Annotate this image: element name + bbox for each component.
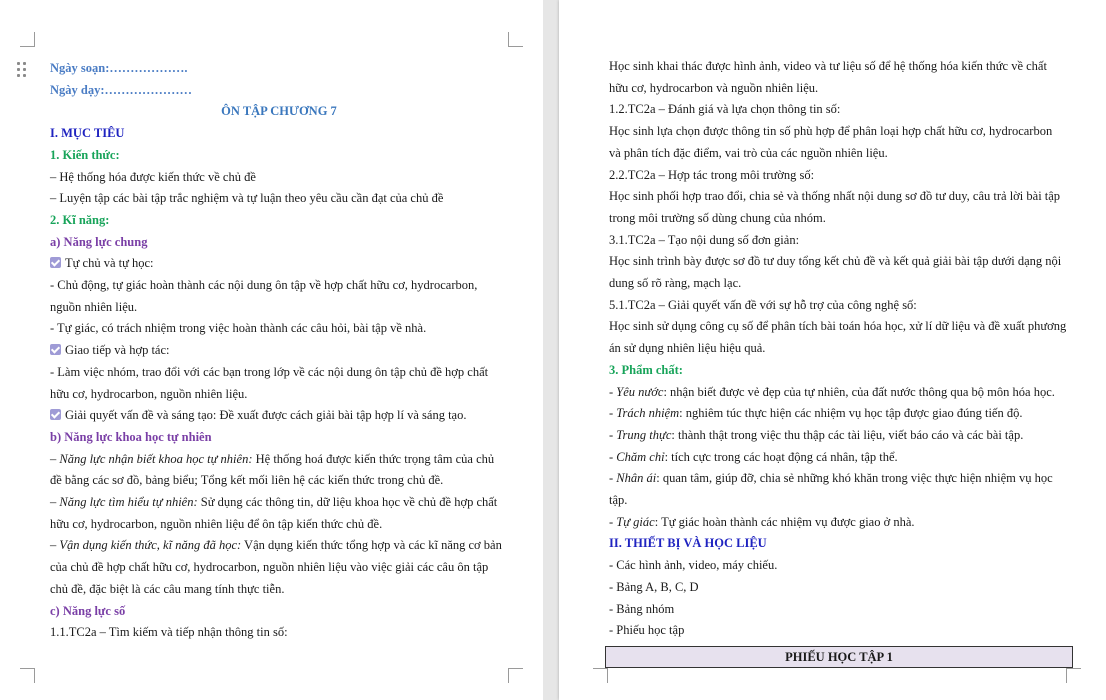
heading-qualities: 3. Phẩm chất: [609, 362, 683, 377]
heading-objectives: I. MỤC TIÊU [50, 126, 125, 141]
paragraph: của chủ đề hợp chất hữu cơ, hydrocarbon, nguồn nhiên liệu vào việc giải các câu ôn tập [50, 560, 489, 575]
paragraph: hữu cơ, hydrocarbon, nguồn nhiên liệu. [50, 386, 248, 401]
paragraph [609, 468, 1067, 490]
text: : quan tâm, giúp đỡ, chia sẻ những khó khăn trong việc thực hiện nhiệm vụ học [656, 471, 1053, 486]
paragraph: đề bằng các sơ đồ, bảng biểu; Tổng kết mối liên hệ các kiến thức trong chủ đề. [50, 473, 444, 488]
paragraph: chủ đề, đặc biệt là các câu mang tính thực tiễn. [50, 581, 285, 596]
paragraph: 5.1.TC2a – Giải quyết vấn đề với sự hỗ trợ của công nghệ số: [609, 297, 917, 312]
paragraph: Học sinh lựa chọn được thông tin số phù hợp để phân loại hợp chất hữu cơ, hydrocarbon [609, 124, 1053, 139]
paragraph: Học sinh phối hợp trao đổi, chia sẻ và thống nhất nội dung sơ đồ tư duy, câu trả lời bài tập [609, 189, 1061, 204]
margin-mark-bottom-left [593, 668, 608, 683]
checklist-item [50, 253, 508, 275]
paragraph: - Chủ động, tự giác hoàn thành các nội dung ôn tập về hợp chất hữu cơ, hydrocarbon, [50, 278, 478, 293]
text: : nhận biết được vẻ đẹp của tự nhiên, của đất nước thông qua bộ môn hóa học. [663, 384, 1055, 399]
paragraph: Học sinh khai thác được hình ảnh, video và tư liệu số để hệ thống hóa kiến thức về chất [609, 59, 1047, 73]
checkbox-checked-icon [50, 409, 61, 420]
heading-digital-competence: c) Năng lực số [50, 603, 126, 618]
paragraph: dung số rõ ràng, mạch lạc. [609, 276, 742, 291]
document-title: ÔN TẬP CHƯƠNG 7 [221, 104, 337, 119]
italic-label: – Vận dụng kiến thức, kĩ năng đã học: [50, 538, 242, 553]
paragraph: tập. [609, 493, 628, 508]
checklist-label: Giao tiếp và hợp tác: [65, 343, 170, 358]
text: Hệ thống hoá được kiến thức trọng tâm của chủ [252, 451, 495, 466]
list-item: - Phiếu học tập [609, 623, 685, 638]
paragraph: và phân tích đặc điểm, vai trò của các nguồn nhiên liệu. [609, 145, 888, 160]
list-item: - Bảng nhóm [609, 601, 675, 616]
italic-label: - Yêu nước [609, 384, 664, 399]
checkbox-checked-icon [50, 257, 61, 268]
paragraph: 3.1.TC2a – Tạo nội dung số đơn giản: [609, 232, 800, 247]
text: : thành thật trong việc thu thập các tài liệu, viết báo cáo và các bài tập. [671, 427, 1024, 442]
paragraph: - Làm việc nhóm, trao đổi với các bạn trong lớp về các nội dung ôn tập chủ đề hợp chất [50, 364, 489, 379]
text: : nghiêm túc thực hiện các nhiệm vụ học tập được giao đúng tiến độ. [679, 406, 1023, 421]
text: : Tự giác hoàn thành các nhiệm vụ được giao ở nhà. [654, 514, 915, 529]
worksheet-title-box: PHIẾU HỌC TẬP 1 [605, 646, 1073, 668]
italic-label: - Chăm chỉ [609, 449, 665, 464]
paragraph [609, 512, 1067, 534]
paragraph [50, 492, 508, 514]
paragraph: hữu cơ, hydrocarbon và nguồn nhiên liệu. [609, 80, 819, 95]
list-item: - Các hình ảnh, video, máy chiếu. [609, 558, 778, 573]
checklist-item [50, 340, 508, 362]
margin-mark-bottom-left [20, 668, 35, 683]
text: Vận dụng kiến thức tổng hợp và các kĩ năng cơ bản [241, 538, 502, 553]
paragraph: nguồn nhiên liệu. [50, 299, 138, 314]
paragraph [609, 382, 1067, 404]
paragraph: Học sinh trình bày được sơ đồ tư duy tổng kết chủ đề và kết quả giải bài tập dưới dạng nội [609, 254, 1062, 269]
list-item: - Bảng A, B, C, D [609, 579, 699, 594]
paragraph: án sử dụng nhiên liệu hiệu quả. [609, 341, 766, 356]
checklist-label: Tự chủ và tự học: [65, 256, 154, 271]
margin-mark-top-right [508, 32, 523, 47]
paragraph [50, 449, 508, 471]
paragraph: hữu cơ, hydrocarbon, nguồn nhiên liệu để ôn tập kiến thức chủ đề. [50, 516, 383, 531]
date-taught: Ngày dạy:………………… [50, 82, 193, 97]
heading-equipment: II. THIẾT BỊ VÀ HỌC LIỆU [609, 536, 767, 551]
italic-label: – Năng lực nhận biết khoa học tự nhiên: [50, 451, 253, 466]
heading-skills: 2. Kĩ năng: [50, 212, 110, 227]
page-gap [543, 0, 559, 700]
paragraph: – Luyện tập các bài tập trắc nghiệm và tự luận theo yêu cầu cần đạt của chủ đề [50, 191, 444, 206]
paragraph: 1.1.TC2a – Tìm kiếm và tiếp nhận thông tin số: [50, 625, 288, 640]
left-page-content[interactable] [50, 58, 508, 644]
heading-science-competence: b) Năng lực khoa học tự nhiên [50, 429, 212, 444]
italic-label: - Trách nhiệm [609, 406, 680, 421]
heading-general-competence: a) Năng lực chung [50, 234, 148, 249]
heading-knowledge: 1. Kiến thức: [50, 147, 120, 162]
italic-label: – Năng lực tìm hiểu tự nhiên: [50, 495, 198, 510]
italic-label: - Nhân ái [609, 471, 657, 486]
paragraph: 2.2.TC2a – Hợp tác trong môi trường số: [609, 167, 815, 182]
paragraph [609, 425, 1067, 447]
paragraph: 1.2.TC2a – Đánh giá và lựa chọn thông tin số: [609, 102, 841, 117]
paragraph: – Hệ thống hóa được kiến thức về chủ đề [50, 169, 256, 184]
paragraph: - Tự giác, có trách nhiệm trong việc hoàn thành các câu hỏi, bài tập về nhà. [50, 321, 427, 336]
paragraph [609, 447, 1067, 469]
margin-mark-top-left [20, 32, 35, 47]
right-page-content[interactable] [609, 56, 1067, 668]
drag-handle-icon[interactable] [17, 62, 27, 78]
page-right [559, 0, 1106, 700]
paragraph [50, 535, 508, 557]
italic-label: - Tự giác [609, 514, 655, 529]
italic-label: - Trung thực [609, 427, 672, 442]
margin-mark-bottom-right [508, 668, 523, 683]
checklist-label: Giải quyết vấn đề và sáng tạo: Đề xuất được cách giải bài tập hợp lí và sáng tạo. [65, 408, 467, 423]
paragraph [609, 403, 1067, 425]
paragraph: Học sinh sử dụng công cụ số để phân tích bài toán hóa học, xử lí dữ liệu và đề xuất phương [609, 319, 1067, 334]
text: Sử dụng các thông tin, dữ liệu khoa học về chủ đề hợp chất [197, 495, 498, 510]
page-left [0, 0, 543, 700]
text: : tích cực trong các hoạt động cá nhân, tập thể. [664, 449, 898, 464]
margin-mark-bottom-right [1066, 668, 1081, 683]
paragraph: trong môi trường số dùng chung của nhóm. [609, 210, 826, 225]
checklist-item [50, 405, 508, 427]
date-prepared: Ngày soạn:………………. [50, 61, 188, 75]
checkbox-checked-icon [50, 344, 61, 355]
